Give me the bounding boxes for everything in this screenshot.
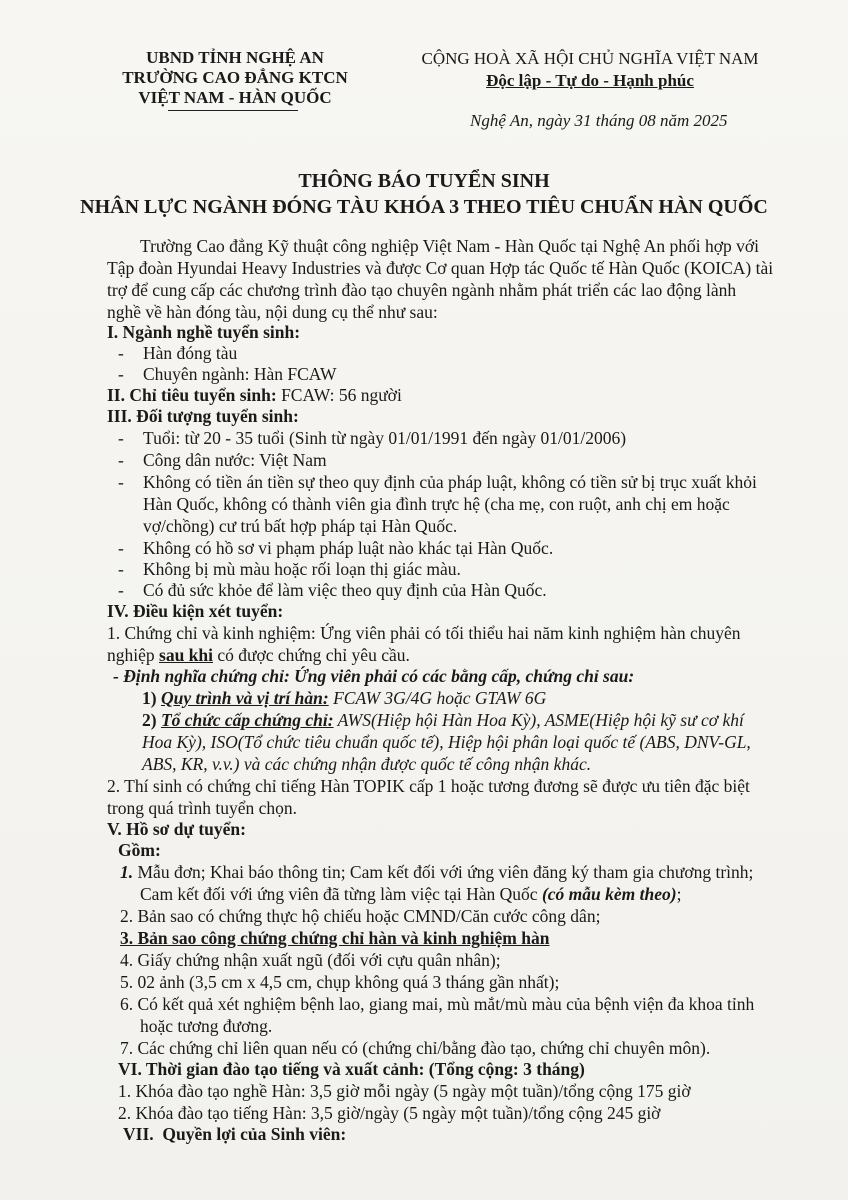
national-motto: [405, 49, 775, 91]
text-run: Mẫu đơn; Khai báo thông tin; Cam kết đối với ứng viên đăng ký tham gia chương trình;: [133, 862, 754, 882]
intro-line-3: trợ để cung cấp các chương trình đào tạo chuyên ngành nhằm phát triển các lao động lành: [107, 280, 737, 300]
section-3-item: Không bị mù màu hoặc rối loạn thị giác màu.: [143, 559, 461, 579]
section-3-item: Không có tiền án tiền sự theo quy định của pháp luật, không có tiền sử bị trục xuất khỏi: [143, 472, 757, 492]
document-subtitle: NHÂN LỰC NGÀNH ĐÓNG TÀU KHÓA 3 THEO TIÊU CHUẨN HÀN QUỐC: [80, 196, 768, 218]
dossier-item-number: 1.: [120, 862, 134, 882]
dossier-item-5: 5. 02 ảnh (3,5 cm x 4,5 cm, chụp không quá 3 tháng gần nhất);: [120, 972, 560, 992]
text-run: có được chứng chỉ yêu cầu.: [213, 645, 410, 665]
attached-form-note: (có mẫu kèm theo): [541, 884, 677, 904]
section-2-value: FCAW: 56 người: [276, 385, 402, 405]
section-4-p2-line1: 2. Thí sinh có chứng chỉ tiếng Hàn TOPIK cấp 1 hoặc tương đương sẽ được ưu tiên đặc biệt: [107, 776, 750, 796]
section-7-heading: VII. Quyền lợi của Sinh viên:: [123, 1124, 347, 1144]
cert-item-2-cont: ABS, KR, v.v.) và các chứng nhận được quốc tế công nhận khác.: [142, 754, 592, 774]
issuer-block: [115, 48, 355, 108]
section-1-heading: I. Ngành nghề tuyển sinh:: [107, 322, 301, 342]
section-3-item-cont: Hàn Quốc, không có thành viên gia đình trực hệ (cha mẹ, con ruột, anh chị em hoặc: [143, 494, 730, 514]
certificate-definition-heading: - Định nghĩa chứng chỉ: Ứng viên phải có các bằng cấp, chứng chỉ sau:: [113, 666, 635, 686]
list-bullet: -: [118, 450, 124, 470]
republic-name: CỘNG HOÀ XÃ HỘI CHỦ NGHĨA VIỆT NAM: [421, 49, 759, 68]
cert-item-key: Tổ chức cấp chứng chỉ:: [160, 710, 334, 730]
cert-item-2: [142, 710, 744, 731]
cert-item-2-cont: Hoa Kỳ), ISO(Tổ chức tiêu chuẩn quốc tế), Hiệp hội phân loại quốc tế (ABS, DNV-GL,: [142, 732, 751, 752]
cert-item-value: AWS(Hiệp hội Hàn Hoa Kỳ), ASME(Hiệp hội kỹ sư cơ khí: [333, 710, 744, 730]
cert-item-number: 1): [142, 688, 157, 708]
issuer-line-3: VIỆT NAM - HÀN QUỐC: [138, 88, 332, 107]
list-bullet: -: [118, 559, 124, 579]
list-bullet: -: [118, 580, 124, 600]
section-2-heading: II. Chỉ tiêu tuyển sinh:: [107, 385, 277, 405]
motto: Độc lập - Tự do - Hạnh phúc: [486, 71, 694, 90]
list-bullet: -: [118, 343, 124, 363]
issuer-line-2: TRƯỜNG CAO ĐẲNG KTCN: [122, 68, 348, 87]
list-bullet: -: [118, 364, 124, 384]
section-6-line1: 1. Khóa đào tạo nghề Hàn: 3,5 giờ mỗi ngày (5 ngày một tuần)/tổng cộng 175 giờ: [118, 1081, 691, 1101]
dossier-item-7: 7. Các chứng chỉ liên quan nếu có (chứng chỉ/bằng đào tạo, chứng chỉ chuyên môn).: [120, 1038, 711, 1058]
dossier-item-1-cont: [140, 884, 681, 905]
text-run: ;: [676, 884, 682, 904]
section-3-item: Có đủ sức khỏe để làm việc theo quy định của Hàn Quốc.: [143, 580, 547, 600]
document-date: Nghệ An, ngày 31 tháng 08 năm 2025: [470, 111, 728, 130]
dossier-item-1: [120, 862, 753, 883]
cert-item-number: 2): [142, 710, 157, 730]
section-6-line2: 2. Khóa đào tạo tiếng Hàn: 3,5 giờ/ngày (5 ngày một tuần)/tổng cộng 245 giờ: [118, 1103, 661, 1123]
section-4-p1-line1: 1. Chứng chỉ và kinh nghiệm: Ứng viên phải có tối thiểu hai năm kinh nghiệm hàn chuyên: [107, 623, 741, 643]
issuer-line-1: UBND TỈNH NGHỆ AN: [146, 48, 324, 67]
dossier-item-2: 2. Bản sao có chứng thực hộ chiếu hoặc CMND/Căn cước công dân;: [120, 906, 601, 926]
dossier-item-6-cont: hoặc tương đương.: [140, 1016, 273, 1036]
section-1-item: Chuyên ngành: Hàn FCAW: [143, 364, 337, 384]
section-4-heading: IV. Điều kiện xét tuyển:: [107, 601, 284, 621]
section-5-includes: Gồm:: [118, 840, 161, 860]
intro-line-1: Trường Cao đẳng Kỹ thuật công nghiệp Việt Nam - Hàn Quốc tại Nghệ An phối hợp với: [140, 236, 759, 256]
section-3-heading: III. Đối tượng tuyển sinh:: [107, 406, 299, 426]
section-3-item: Tuổi: từ 20 - 35 tuổi (Sinh từ ngày 01/01/1991 đến ngày 01/01/2006): [143, 428, 627, 448]
cert-item-key: Quy trình và vị trí hàn:: [160, 688, 329, 708]
dossier-item-6: 6. Có kết quả xét nghiệm bệnh lao, giang mai, mù mắt/mù màu của bệnh viện đa khoa tỉnh: [120, 994, 755, 1014]
list-bullet: -: [118, 428, 124, 448]
section-3-item: Không có hồ sơ vi phạm pháp luật nào khác tại Hàn Quốc.: [143, 538, 554, 558]
section-2: [107, 385, 402, 406]
text-run: nghiệp: [107, 645, 160, 665]
list-bullet: -: [118, 538, 124, 558]
dossier-item-4: 4. Giấy chứng nhận xuất ngũ (đối với cựu quân nhân);: [120, 950, 501, 970]
cert-item-value: FCAW 3G/4G hoặc GTAW 6G: [328, 688, 547, 708]
dossier-item-3: 3. Bản sao công chứng chứng chỉ hàn và kinh nghiệm hàn: [120, 928, 550, 948]
section-3-item-cont: vợ/chồng) cư trú bất hợp pháp tại Hàn Quốc.: [143, 516, 458, 536]
cert-item-1: [142, 688, 546, 709]
section-3-item: Công dân nước: Việt Nam: [143, 450, 327, 470]
emphasis-after: sau khi: [159, 645, 214, 665]
intro-line-2: Tập đoàn Hyundai Heavy Industries và được Cơ quan Hợp tác Quốc tế Hàn Quốc (KOICA) tài: [107, 258, 774, 278]
section-4-p2-line2: trong quá trình tuyển chọn.: [107, 798, 298, 818]
section-1-item: Hàn đóng tàu: [143, 343, 238, 363]
intro-line-4: nghề về hàn đóng tàu, nội dung cụ thể như sau:: [107, 302, 438, 322]
text-run: Cam kết đối với ứng viên đã từng làm việc tại Hàn Quốc: [140, 884, 542, 904]
section-5-heading: V. Hồ sơ dự tuyển:: [107, 819, 246, 839]
section-6-heading: VI. Thời gian đào tạo tiếng và xuất cảnh: (Tổng cộng: 3 tháng): [118, 1059, 585, 1079]
document-title: THÔNG BÁO TUYỂN SINH: [298, 170, 550, 192]
issuer-underline: [168, 110, 298, 111]
list-bullet: -: [118, 472, 124, 492]
section-4-p1-line2: [107, 645, 410, 666]
